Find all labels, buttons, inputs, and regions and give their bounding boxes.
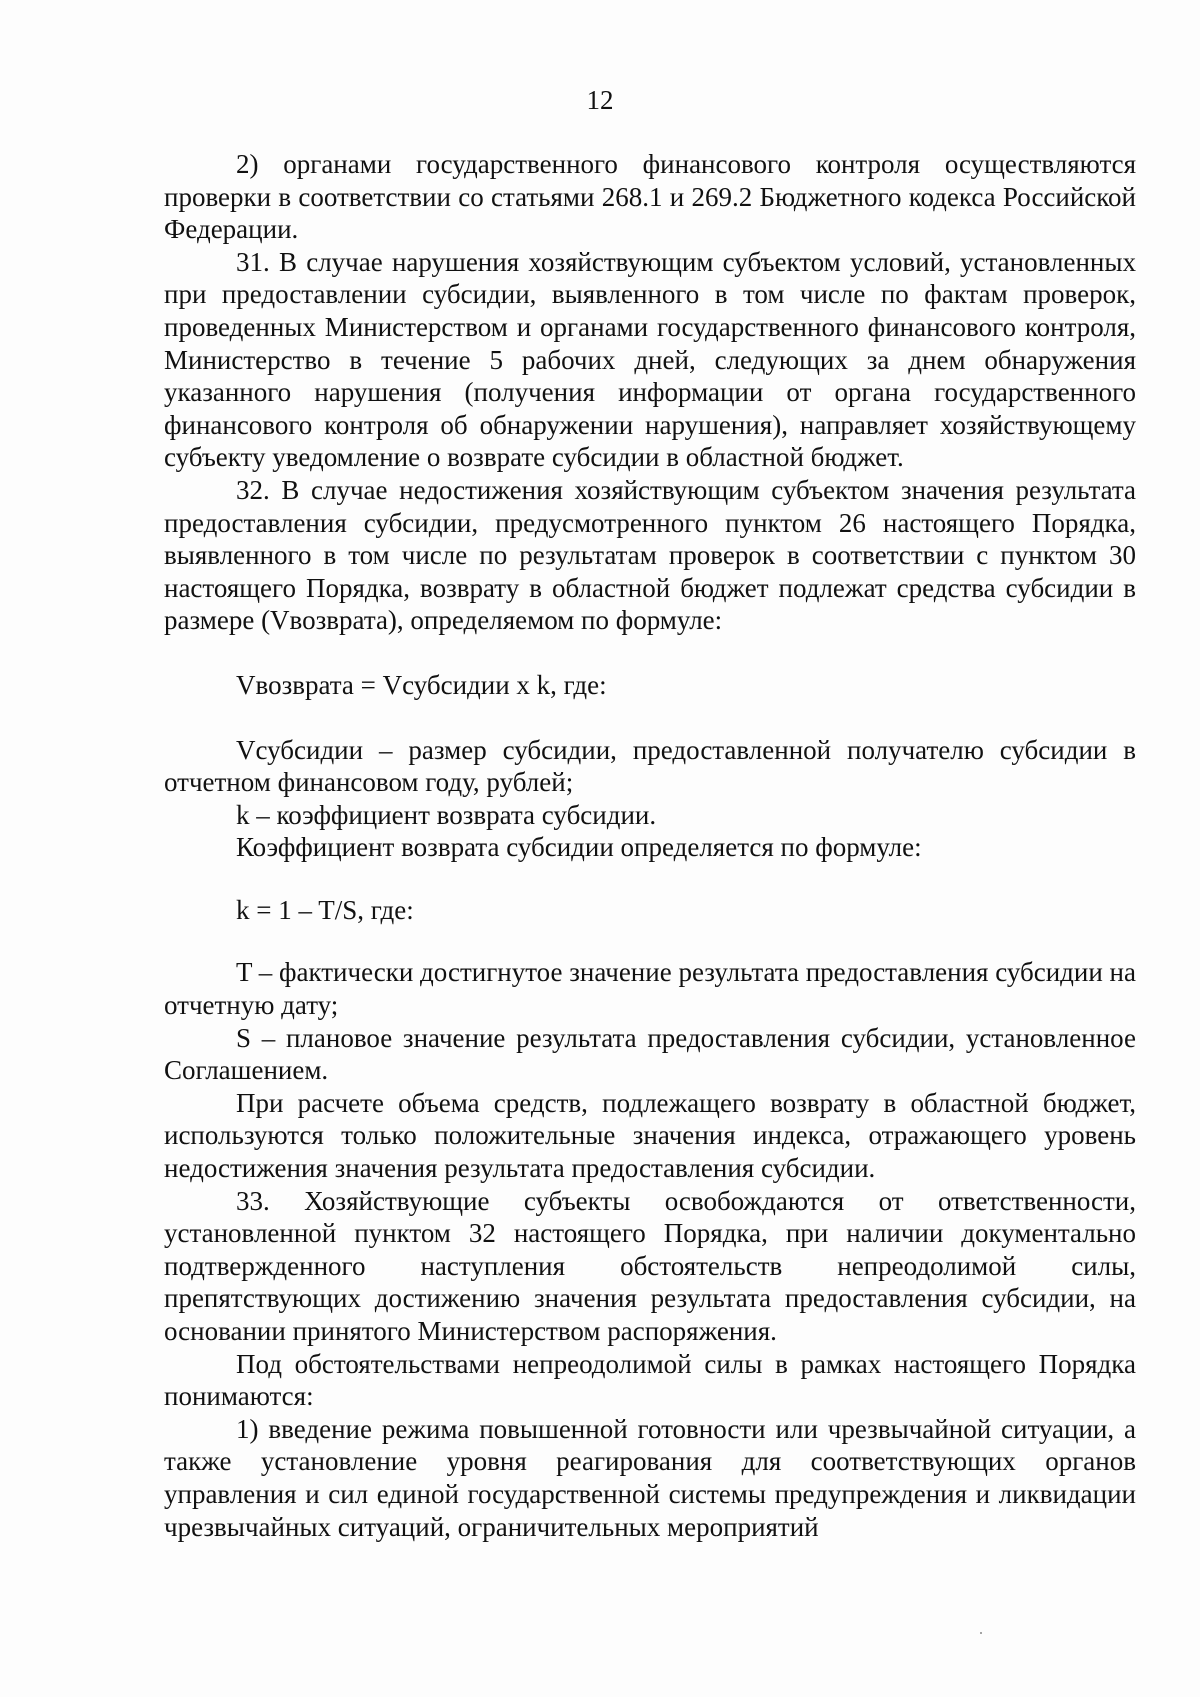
formula-coefficient: k = 1 – T/S, где: — [236, 894, 414, 925]
definition-s: S – плановое значение результата предоставления субсидии, установленное Соглашением. — [164, 1022, 1136, 1086]
paragraph-31-violation: 31. В случае нарушения хозяйствующим субъектом условий, установленных при предоставлении субсидии, выявленного в том числе по фактам проверок, проведенных Министерством и органами государственного финансового контроля, Министерство в течение 5 рабочих дней, следующих за днем обнаружения указанного нарушения (получения информации от органа государственного финансового контроля об обнаружении нарушения), направляет хозяйствующему субъекту уведомление о возврате субсидии в областной бюджет. — [164, 246, 1136, 473]
paragraph-force-majeure-intro: Под обстоятельствами непреодолимой силы в рамках настоящего Порядка понимаются: — [164, 1348, 1136, 1412]
coefficient-intro: Коэффициент возврата субсидии определяется по формуле: — [236, 832, 922, 863]
page-number: 12 — [586, 85, 614, 115]
document-body — [164, 148, 1136, 1543]
scan-speck — [980, 1632, 982, 1634]
formula-return-volume: Vвозврата = Vсубсидии x k, где: — [236, 669, 607, 700]
definition-t: T – фактически достигнутое значение результата предоставления субсидии на отчетную дату; — [164, 957, 1136, 1021]
paragraph-control-bodies: 2) органами государственного финансового контроля осуществляются проверки в соответствии со статьями 268.1 и 269.2 Бюджетного кодекса Российской Федерации. — [164, 149, 1136, 245]
paragraph-positive-values: При расчете объема средств, подлежащего возврату в областной бюджет, используются только положительные значения индекса, отражающего уровень недостижения значения результата предоставления субсидии. — [164, 1087, 1136, 1184]
definition-coefficient: k – коэффициент возврата субсидии. — [236, 799, 657, 830]
definition-subsidy-amount: Vсубсидии – размер субсидии, предоставленной получателю субсидии в отчетном финансовом году, рублей; — [164, 734, 1136, 798]
paragraph-force-majeure-item-1: 1) введение режима повышенной готовности или чрезвычайной ситуации, а также установление уровня реагирования для соответствующих органов управления и сил единой государственной системы предупреждения и ликвидации чрезвычайных ситуаций, ограничительных мероприятий — [164, 1413, 1136, 1542]
paragraph-32-underachievement: 32. В случае недостижения хозяйствующим субъектом значения результата предоставления субсидии, предусмотренного пунктом 26 настоящего Порядка, выявленного в том числе по результатам проверок в соответствии с пунктом 30 настоящего Порядка, возврату в областной бюджет подлежат средства субсидии в размере (Vвозврата), определяемом по формуле: — [164, 474, 1136, 636]
paragraph-33-force-majeure: 33. Хозяйствующие субъекты освобождаются от ответственности, установленной пунктом 32 настоящего Порядка, при наличии документально подтвержденного наступления обстоятельств непреодолимой силы, препятствующих достижению значения результата предоставления субсидии, на основании принятого Министерством распоряжения. — [164, 1185, 1136, 1346]
